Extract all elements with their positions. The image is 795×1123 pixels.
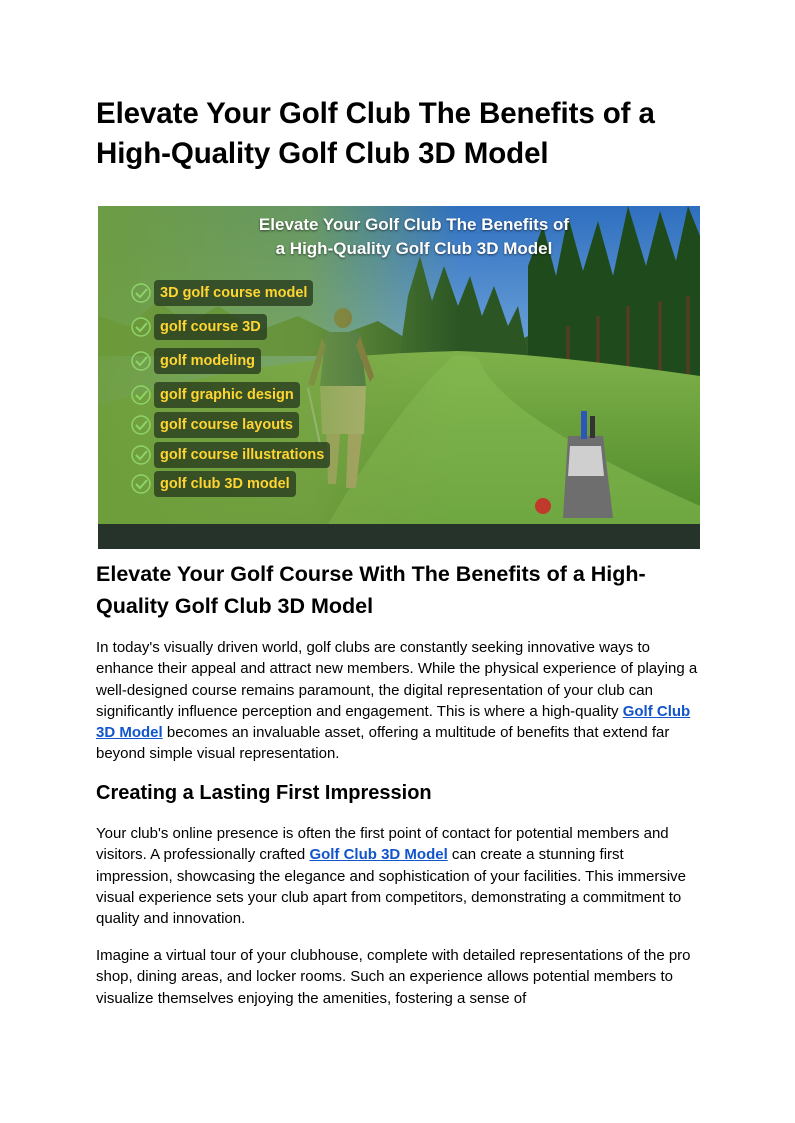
check-icon — [130, 282, 152, 304]
keyword-tag-label: golf club 3D model — [154, 471, 296, 497]
keyword-tag — [130, 280, 313, 306]
page-title: Elevate Your Golf Club The Benefits of a High-Quality Golf Club 3D Model — [96, 97, 655, 170]
keyword-tag-label: golf course 3D — [154, 314, 267, 340]
section-heading: Elevate Your Golf Course With The Benefits of a High-Quality Golf Club 3D Model — [96, 562, 646, 618]
check-icon — [130, 473, 152, 495]
banner-title — [98, 213, 700, 261]
paragraph-text: Your club's online presence is often the first point of contact for potential members and visitors. A professionally crafted — [96, 825, 669, 864]
body-paragraph — [96, 823, 700, 929]
check-icon — [130, 350, 152, 372]
hero-banner-image — [98, 206, 700, 549]
keyword-tag — [130, 442, 330, 468]
golf-club-3d-model-link[interactable]: Golf Club 3D Model — [96, 702, 691, 742]
paragraph-text: becomes an invaluable asset, offering a multitude of benefits that extend far beyond simple visual representation. — [96, 724, 670, 763]
keyword-tag — [130, 382, 300, 408]
check-icon — [130, 414, 152, 436]
keyword-tag-label: 3D golf course model — [154, 280, 313, 306]
banner-footer-strip — [98, 524, 700, 549]
keyword-tag-label: golf modeling — [154, 348, 261, 374]
check-icon — [130, 444, 152, 466]
keyword-tag-label: golf graphic design — [154, 382, 300, 408]
keyword-tag-label: golf course illustrations — [154, 442, 330, 468]
keyword-tag — [130, 314, 267, 340]
section-heading: Creating a Lasting First Impression — [96, 782, 432, 804]
check-icon — [130, 316, 152, 338]
check-icon — [130, 384, 152, 406]
paragraph-text: can create a stunning first impression, showcasing the elegance and sophistication of your facilities. This immersive visual experience sets your club apart from competitors, demonstrating a commitment to quality and innovation. — [96, 846, 687, 928]
body-paragraph: Imagine a virtual tour of your clubhouse, complete with detailed representations of the pro shop, dining areas, and locker rooms. Such an experience allows potential members to visualize themselves enjoying the amenities, fostering a sense of — [96, 947, 691, 1007]
keyword-tag-label: golf course layouts — [154, 412, 299, 438]
keyword-tag — [130, 471, 296, 497]
paragraph-text: In today's visually driven world, golf clubs are constantly seeking innovative ways to enhance their appeal and attract new members. While the physical experience of playing a well-designed course remains paramount, the digital representation of your club can significantly influence perception and engagement. This is where a high-quality — [96, 639, 698, 720]
banner-title-line-1: Elevate Your Golf Club The Benefits of — [258, 215, 570, 234]
banner-title-line-2: a High-Quality Golf Club 3D Model — [275, 239, 553, 258]
intro-paragraph — [96, 637, 700, 765]
golf-club-3d-model-link[interactable]: Golf Club 3D Model — [309, 846, 448, 864]
keyword-tag — [130, 348, 261, 374]
keyword-tag — [130, 412, 299, 438]
